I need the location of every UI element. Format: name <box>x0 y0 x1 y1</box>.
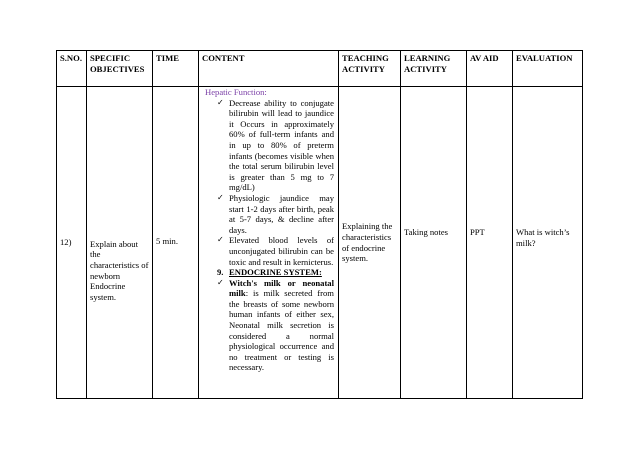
hepatic-bullet-list <box>205 98 334 268</box>
row-teaching: Explaining the characteristics of endocrine system. <box>339 87 401 399</box>
list-item: ✓ Elevated blood levels of unconjugated bilirubin can be toxic and result in kernicterus. <box>217 235 334 267</box>
header-learning: LEARNING ACTIVITY <box>401 51 467 87</box>
row-evaluation: What is witch’s milk? <box>513 87 583 399</box>
lesson-plan-table <box>56 50 583 399</box>
table-row <box>57 87 583 399</box>
row-av-aid: PPT <box>467 87 513 399</box>
header-row <box>57 51 583 87</box>
row-objective: Explain about the characteristics of newborn Endocrine system. <box>87 87 153 399</box>
row-learning: Taking notes <box>401 87 467 399</box>
list-item: ✓ Decrease ability to conjugate bilirubin will lead to jaundice it Occurs in approximately 60% of full-term infants and in up to 80% of preterm infants (becomes visible when the total serum bilirubin level is greater than 5 mg to 7 mg/dL) <box>217 97 334 193</box>
header-evaluation: EVALUATION <box>513 51 583 87</box>
header-time: TIME <box>153 51 199 87</box>
section-title: ENDOCRINE SYSTEM: <box>229 267 322 278</box>
header-sno: S.NO. <box>57 51 87 87</box>
check-icon: ✓ <box>217 97 224 107</box>
row-time: 5 min. <box>153 87 199 399</box>
endocrine-bullet-list <box>205 278 334 373</box>
row-content <box>199 87 339 399</box>
list-item: ✓ Physiologic jaundice may start 1-2 days after birth, peak at 5-7 days, & decline after days. <box>217 192 334 235</box>
witch-milk-text: : is milk secreted from the breasts of some newborn human infants of either sex, Neonatal milk secretion is considered a normal physiological occurrence and no treatment or testing is necessary. <box>229 288 334 373</box>
endocrine-section-heading <box>217 267 334 278</box>
header-objectives: SPECIFIC OBJECTIVES <box>87 51 153 87</box>
check-icon: ✓ <box>217 192 224 202</box>
check-icon: ✓ <box>217 235 224 245</box>
header-teaching: TEACHING ACTIVITY <box>339 51 401 87</box>
hepatic-function-title: Hepatic Function: <box>205 87 267 97</box>
list-item <box>217 278 334 373</box>
section-number: 9. <box>217 267 224 278</box>
witch-milk-term: Witch's milk or neonatal milk <box>229 277 334 299</box>
check-icon: ✓ <box>217 277 224 287</box>
header-content: CONTENT <box>199 51 339 87</box>
header-av-aid: AV AID <box>467 51 513 87</box>
row-sno: 12) <box>57 87 87 399</box>
